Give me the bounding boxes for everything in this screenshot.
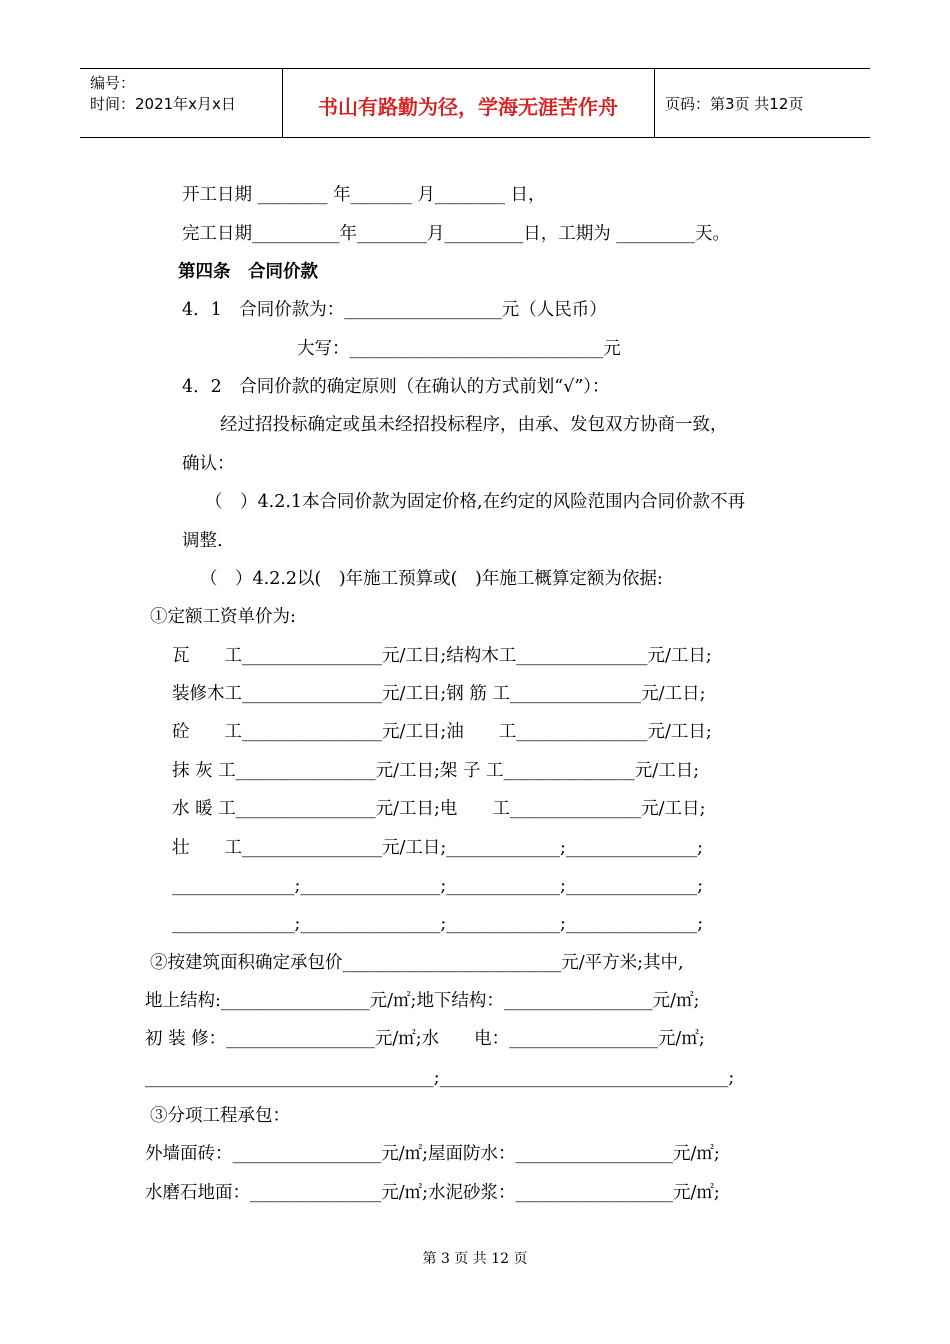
page-header [80,68,870,138]
article-4-heading: 第四条 合同价款 [178,262,318,282]
blank-price-row: _________________________________;_________________________________; [145,1068,735,1088]
header-meta-cell [80,69,283,137]
wage-row: 抹 灰 工________________元/工日;架 子 工_______________元/工日; [172,761,700,781]
wage-row: 瓦 工________________元/工日;结构木工_______________元/工日; [172,646,712,666]
subcontract-row: 水磨石地面：_______________元/㎡;水泥砂浆：__________________元/㎡; [145,1183,720,1203]
header-page-info: 页码：第3页 共12页 [665,95,804,113]
wage-row: 砼 工________________元/工日;油 工_______________元/工日; [172,722,712,742]
completion-date-line: 完工日期__________年________月_________日，工期为 _________天。 [182,224,731,244]
pricing-principle-line: 4．2 合同价款的确定原则（在确认的方式前划“√”）： [182,377,610,397]
confirm-line: 确认： [182,454,235,474]
blank-wage-row: ______________;________________;_____________;_______________; [172,876,704,896]
clause-4-2-1-line: （ ）4.2.1本合同价款为固定价格,在约定的风险范围内合同价款不再 [205,492,746,512]
clause-4-2-1-continued: 调整. [182,531,223,551]
price-in-words-line: 大写：_____________________________元 [297,339,621,359]
document-time-label: 时间：2021年x月x日 [90,95,236,113]
page-footer: 第 3 页 共 12 页 [422,1251,528,1267]
wage-row: 水 暖 工________________元/工日;电 工_______________元/工日; [172,799,706,819]
subcontract-heading: ③分项工程承包： [150,1106,290,1126]
header-motto-cell [282,69,655,137]
finishing-price-row: 初 装 修：_________________元/㎡;水 电：_________________元/㎡; [145,1029,705,1049]
contract-price-line: 4．1 合同价款为：__________________元（人民币） [182,300,607,320]
start-date-line: 开工日期 ________ 年_______ 月________ 日， [182,185,546,205]
quota-wage-heading: ①定额工资单价为: [150,607,296,627]
negotiation-line: 经过招投标确定或虽未经招投标程序，由承、发包双方协商一致， [220,415,728,435]
blank-wage-row: ______________;________________;_____________;_______________; [172,914,704,934]
wage-row: 壮 工________________元/工日;_____________;_______________; [172,838,704,858]
header-motto: 书山有路勤为径，学海无涯苦作舟 [318,95,618,119]
area-price-line: ②按建筑面积确定承包价_________________________元/平方米;其中, [150,953,684,973]
wage-row: 装修木工________________元/工日;钢 筋 工_______________元/工日; [172,684,706,704]
document-number-label: 编号： [90,74,136,92]
subcontract-row: 外墙面砖：_________________元/㎡;屋面防水：__________________元/㎡; [145,1144,720,1164]
header-page-cell [655,69,870,137]
structure-price-row: 地上结构:_________________元/㎡;地下结构：_________________元/㎡; [145,991,700,1011]
clause-4-2-2-line: （ ）4.2.2以( )年施工预算或( )年施工概算定额为依据: [200,569,663,589]
